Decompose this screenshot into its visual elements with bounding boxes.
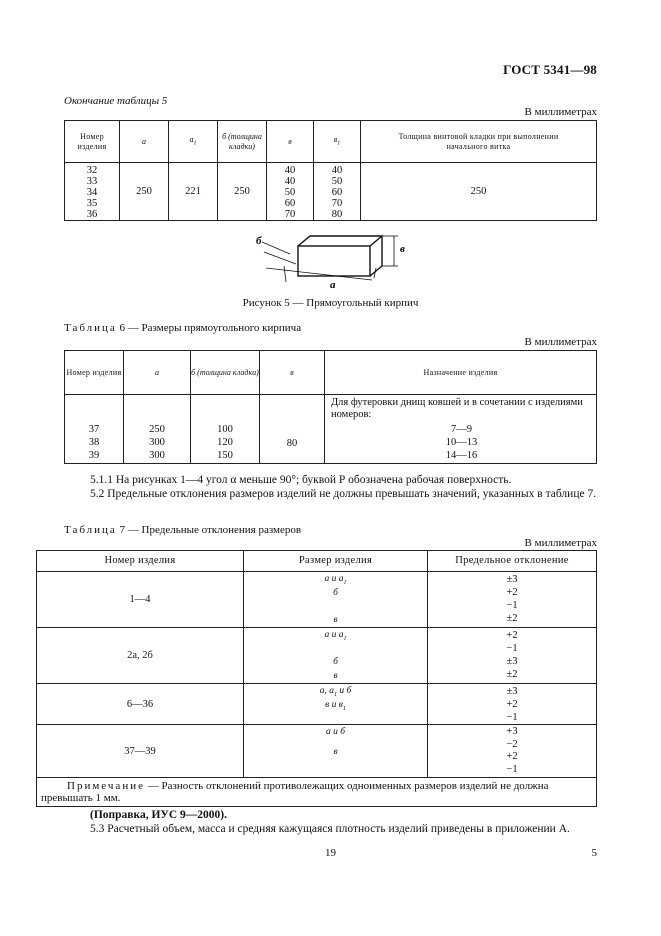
t7-devs-2 <box>428 628 597 684</box>
t7-size: а и $а_1$ <box>324 630 347 642</box>
t5-v: 50 <box>284 187 296 198</box>
t7-size: а и $а_1$ <box>324 574 347 586</box>
t7-dev: +2 <box>506 630 518 641</box>
t7-num-1: 1—4 <box>37 572 244 628</box>
t5-v1: 50 <box>331 176 343 187</box>
t5-h-v: в <box>267 121 314 163</box>
t6-b: 120 <box>217 437 233 448</box>
t6-b-values <box>191 395 260 464</box>
t6-h-v: в <box>260 351 325 395</box>
t7-size: а, $а_1$ и б <box>319 686 352 698</box>
t7-dev: ±2 <box>506 669 518 680</box>
page-number-right: 5 <box>591 847 597 859</box>
t7-devs-3 <box>428 684 597 725</box>
brick-outline <box>298 236 382 276</box>
t5-num: 36 <box>86 209 98 220</box>
t7-dev: ±3 <box>506 686 518 697</box>
t7-size: в <box>333 615 338 625</box>
t6-num: 38 <box>88 437 100 448</box>
t7-h-number: Номер изделия <box>37 551 244 572</box>
t7-dev: +2 <box>506 699 518 710</box>
t6-h-b: б (толщина кладки) <box>191 351 260 395</box>
t7-devs-1 <box>428 572 597 628</box>
page-number-center: 19 <box>325 847 336 859</box>
t7-dev: −1 <box>506 600 518 611</box>
t6-purpose <box>325 395 597 464</box>
t5-a1-value: 221 <box>169 163 218 221</box>
t7-h-size: Размер изделия <box>244 551 428 572</box>
t5-v1: 80 <box>331 209 343 220</box>
t7-note <box>37 778 597 807</box>
t7-dev: +2 <box>506 751 518 762</box>
t7-dev: ±3 <box>506 574 518 585</box>
t5-h-a: а <box>120 121 169 163</box>
label-v: в <box>400 243 405 255</box>
t7-dev: −1 <box>506 643 518 654</box>
t5-numbers <box>65 163 120 221</box>
t5-num: 33 <box>86 176 98 187</box>
t7-size: б <box>333 588 338 598</box>
table6-title-word: Таблица <box>64 322 117 334</box>
t6-a: 250 <box>149 424 165 435</box>
t6-numbers <box>65 395 124 464</box>
t7-sizes-4 <box>244 725 428 778</box>
t5-thickness-value: 250 <box>361 163 597 221</box>
table6-title <box>64 322 301 334</box>
t6-h-purpose: Назначение изделия <box>325 351 597 395</box>
brick-figure <box>250 228 420 290</box>
t7-num-4: 37—39 <box>37 725 244 778</box>
t7-dev: −2 <box>506 738 518 750</box>
t6-purpose-row: 7—9 <box>451 424 472 435</box>
table6-title-rest: 6 — Размеры прямоугольного кирпича <box>119 322 302 334</box>
t7-h-deviation: Предельное отклонение <box>428 551 597 572</box>
t7-sizes-2 <box>244 628 428 684</box>
t6-purpose-row: 10—13 <box>445 437 478 448</box>
t7-note-label: Примечание <box>67 780 145 792</box>
t5-h-a1: $а_1$ <box>169 121 218 163</box>
t6-purpose-row: 14—16 <box>445 450 478 461</box>
t5-v1: 70 <box>331 198 343 209</box>
t5-v1-values <box>314 163 361 221</box>
t6-a: 300 <box>149 437 165 448</box>
table5-units: В миллиметрах <box>524 106 597 118</box>
t6-h-number: Номер изделия <box>65 351 124 395</box>
brick-dimension-lines <box>262 236 398 282</box>
t5-h-v1: $в_1$ <box>314 121 361 163</box>
figure5-caption: Рисунок 5 — Прямоугольный кирпич <box>242 297 419 309</box>
t6-num: 37 <box>88 424 100 435</box>
table6-units: В миллиметрах <box>524 336 597 348</box>
t7-size: б <box>333 657 338 667</box>
t5-num: 34 <box>86 187 98 198</box>
table7-title-word: Таблица <box>64 524 117 536</box>
t7-dev: +2 <box>506 587 518 598</box>
t7-dev: ±3 <box>506 656 518 667</box>
t5-a-value: 250 <box>120 163 169 221</box>
table5 <box>64 120 597 221</box>
t7-dev: ±2 <box>506 613 518 624</box>
t7-dev: +3 <box>506 726 518 737</box>
t7-size: в <box>333 747 338 757</box>
t7-sizes-3 <box>244 684 428 725</box>
t5-b-value: 250 <box>218 163 267 221</box>
t7-note-text: — Разность отклонений противолежащих одноименных размеров изделий не должна превышать 1 мм. <box>41 780 549 804</box>
t5-v: 40 <box>284 165 296 176</box>
t5-h-b: б (толщина кладки) <box>218 121 267 163</box>
table7-title-rest: 7 — Предельные отклонения размеров <box>119 524 302 536</box>
t5-h-number: Номер изделия <box>65 121 120 163</box>
paragraph-5-3: 5.3 Расчетный объем, масса и средняя кажущаяся плотность изделий приведены в приложении А. <box>90 823 570 835</box>
t7-sizes-1 <box>244 572 428 628</box>
t6-h-a: а <box>124 351 191 395</box>
t5-h-thickness: Толщина винтовой кладки при выполнении начального витка <box>361 121 597 163</box>
t7-size: а и б <box>325 727 346 737</box>
t6-num: 39 <box>88 450 100 461</box>
amendment: (Поправка, ИУС 9—2000). <box>90 809 227 821</box>
t5-num: 32 <box>86 165 98 176</box>
t5-v1: 60 <box>331 187 343 198</box>
t5-v: 40 <box>284 176 296 187</box>
t5-v: 70 <box>284 209 296 220</box>
table7 <box>36 550 597 807</box>
t7-size: в и $в_1$ <box>325 700 346 712</box>
standard-number: ГОСТ 5341—98 <box>503 62 597 77</box>
t6-a: 300 <box>149 450 165 461</box>
t6-v-value: 80 <box>260 395 325 464</box>
paragraph-5-2: 5.2 Предельные отклонения размеров изделий не должны превышать значений, указанных в таблице 7. <box>90 488 597 500</box>
t6-b: 100 <box>217 424 233 435</box>
t7-num-3: 6—36 <box>37 684 244 725</box>
t7-num-2: 2а, 2б <box>37 628 244 684</box>
t5-num: 35 <box>86 198 98 209</box>
t6-a-values <box>124 395 191 464</box>
t7-dev: −1 <box>506 712 518 723</box>
t7-devs-4 <box>428 725 597 778</box>
table7-title <box>64 524 301 536</box>
t5-v-values <box>267 163 314 221</box>
label-b: б <box>256 235 262 247</box>
t6-b: 150 <box>217 450 233 461</box>
table6 <box>64 350 597 464</box>
paragraph-5-1-1: 5.1.1 На рисунках 1—4 угол α меньше 90°; буквой Р обозначена рабочая поверхность. <box>90 474 512 486</box>
label-a: а <box>330 279 336 290</box>
table5-caption: Окончание таблицы 5 <box>64 95 168 107</box>
t7-dev: −1 <box>506 763 518 775</box>
t6-purpose-intro: Для футеровки днищ ковшей и в сочетании с изделиями номеров: <box>331 397 583 420</box>
t7-size: в <box>333 671 338 681</box>
table7-units: В миллиметрах <box>524 537 597 549</box>
t5-v1: 40 <box>331 165 343 176</box>
t5-v: 60 <box>284 198 296 209</box>
